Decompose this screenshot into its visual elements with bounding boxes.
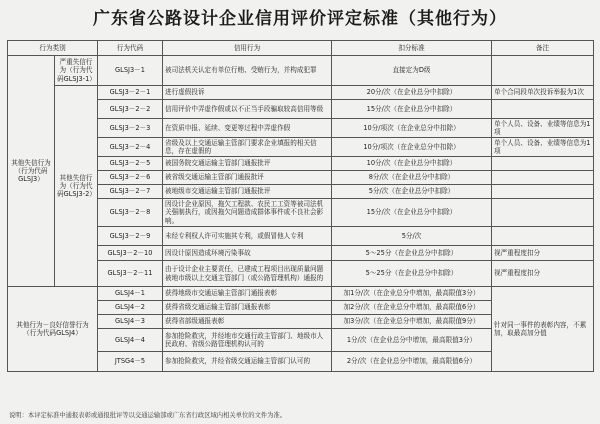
behavior-code: GLSJ3－2－5 xyxy=(98,157,163,171)
behavior-code: GLSJ3－2－4 xyxy=(98,138,163,157)
behavior-code: GLSJ3－2－10 xyxy=(98,246,163,261)
deduction-text: 5分/次 xyxy=(332,227,492,246)
behavior-text: 参加抢险救灾，并经省级交通运输主管部门认可的 xyxy=(163,352,332,372)
remark-cell: 视严重程度扣分 xyxy=(492,246,594,261)
deduction-text: 加3分/次（在企业总分中增加，最高限值9分） xyxy=(332,315,492,329)
subcategory-general: 其他失信行为（行为代码GLSJ3-2） xyxy=(55,86,98,287)
table-row xyxy=(8,287,594,301)
deduction-text: 5分/次（在企业总分中扣除） xyxy=(332,185,492,199)
behavior-text: 获得省级交通运输主管部门通报表彰 xyxy=(163,301,332,315)
behavior-text: 由于设计企业主要责任，已建成工程项目出现质量问题被地市级以上交通主管部门（或公路管理机构）通报的 xyxy=(163,261,332,287)
behavior-text: 获得省部级通报表彰 xyxy=(163,315,332,329)
behavior-text: 进行虚假投诉 xyxy=(163,86,332,100)
behavior-code: GLSJ3－2－3 xyxy=(98,119,163,138)
behavior-text: 被司法机关认定有单位行贿、受贿行为，并构成犯罪 xyxy=(163,56,332,86)
behavior-text: 信用评价中弄虚作假或以不正当手段骗取较高信用等级 xyxy=(163,100,332,119)
document-title: 广东省公路设计企业信用评价评定标准（其他行为） xyxy=(93,9,507,29)
remark-cell xyxy=(492,171,594,185)
remark-cell xyxy=(492,100,594,119)
table-header-row xyxy=(8,41,594,56)
deduction-text: 8分/次（在企业总分中扣除） xyxy=(332,171,492,185)
behavior-code: GLSJ4－4 xyxy=(98,329,163,352)
behavior-code: JTSG4－5 xyxy=(98,352,163,372)
deduction-text: 10分/项次（在企业总分中扣除） xyxy=(332,138,492,157)
header-behavior: 信用行为 xyxy=(163,41,332,56)
deduction-text: 加2分/次（在企业总分中增加，最高限值6分） xyxy=(332,301,492,315)
remark-cell xyxy=(492,56,594,86)
remark-cell xyxy=(492,185,594,199)
behavior-code: GLSJ4－2 xyxy=(98,301,163,315)
category-good-reputation: 其他行为－良好信誉行为（行为代码GLSJ4） xyxy=(8,287,98,372)
behavior-code: GLSJ3－2－8 xyxy=(98,199,163,227)
remark-cell xyxy=(492,227,594,246)
behavior-code: GLSJ3－2－2 xyxy=(98,100,163,119)
deduction-text: 5～25分（在企业总分中扣除） xyxy=(332,261,492,287)
remark-cell: 单个人员、设备、业绩等信息为1项 xyxy=(492,119,594,138)
category-other-dishonest: 其他失信行为（行为代码GLSJ3） xyxy=(8,56,55,287)
deduction-text: 2分/次（在企业总分中增加，最高限值6分） xyxy=(332,352,492,372)
remark-cell: 视严重程度扣分 xyxy=(492,261,594,287)
table-row xyxy=(8,86,594,100)
behavior-code: GLSJ3－2－7 xyxy=(98,185,163,199)
header-remarks: 备注 xyxy=(492,41,594,56)
header-category: 行为类别 xyxy=(8,41,98,56)
remark-cell: 单个人员、设备、业绩等信息为1项 xyxy=(492,138,594,157)
behavior-text: 被国务院交通运输主管部门通报批评 xyxy=(163,157,332,171)
behavior-code: GLSJ3－2－11 xyxy=(98,261,163,287)
remark-cell: 单个合同段单次投诉举报为1次 xyxy=(492,86,594,100)
header-code: 行为代码 xyxy=(98,41,163,56)
behavior-text: 未经专利权人许可实施其专利，或假冒他人专利 xyxy=(163,227,332,246)
subcategory-severe: 严重失信行为（行为代码GLSJ3-1） xyxy=(55,56,98,86)
behavior-code: GLSJ4－1 xyxy=(98,287,163,301)
behavior-code: GLSJ3－2－6 xyxy=(98,171,163,185)
table-row xyxy=(8,56,594,86)
remark-cell xyxy=(492,157,594,171)
behavior-text: 因设计企业原因，拖欠工程款、农民工工资等被司法机关强制执行，或因拖欠问题造成群体事件或不良社会影响。 xyxy=(163,199,332,227)
behavior-code: GLSJ4－3 xyxy=(98,315,163,329)
behavior-text: 被省级交通运输主管部门通报批评 xyxy=(163,171,332,185)
deduction-text: 加1分/次（在企业总分中增加，最高限值3分） xyxy=(332,287,492,301)
behavior-text: 省级及以上交通运输主管部门要求企业填报的相关信息，存在虚假的 xyxy=(163,138,332,157)
deduction-text: 5～25分（在企业总分中扣除） xyxy=(332,246,492,261)
behavior-text: 在资质申报、延续、变更等过程中弄虚作假 xyxy=(163,119,332,138)
deduction-text: 20分/次（在企业总分中扣除） xyxy=(332,86,492,100)
footnote: 说明：本评定标准中通报表彰或通报批评等以交通运输部或广东省行政区域内相关单位的文件为准。 xyxy=(9,412,287,419)
behavior-text: 被地级市交通运输主管部门通报批评 xyxy=(163,185,332,199)
remark-cell xyxy=(492,199,594,227)
credit-standard-table xyxy=(7,40,594,372)
deduction-text: 10分/次（在企业总分中扣除） xyxy=(332,157,492,171)
deduction-text: 10分/项次（在企业总分中扣除） xyxy=(332,119,492,138)
behavior-code: GLSJ3－1 xyxy=(98,56,163,86)
deduction-text: 直接定为D级 xyxy=(332,56,492,86)
header-deduction: 扣分标准 xyxy=(332,41,492,56)
behavior-text: 因设计原因造成环境污染事故 xyxy=(163,246,332,261)
deduction-text: 15分/次（在企业总分中扣除） xyxy=(332,199,492,227)
remark-cell: 针对同一事件的表彰内容，不累加，取最高加分值 xyxy=(492,287,594,372)
behavior-text: 参加抢险救灾，并经地市交通行政主管部门、地级市人民政府、省级公路管理机构认可的 xyxy=(163,329,332,352)
behavior-code: GLSJ3－2－1 xyxy=(98,86,163,100)
behavior-code: GLSJ3－2－9 xyxy=(98,227,163,246)
behavior-text: 获得地级市交通运输主管部门通报表彰 xyxy=(163,287,332,301)
deduction-text: 1分/次（在企业总分中增加，最高限值3分） xyxy=(332,329,492,352)
deduction-text: 15分/次（在企业总分中扣除） xyxy=(332,100,492,119)
